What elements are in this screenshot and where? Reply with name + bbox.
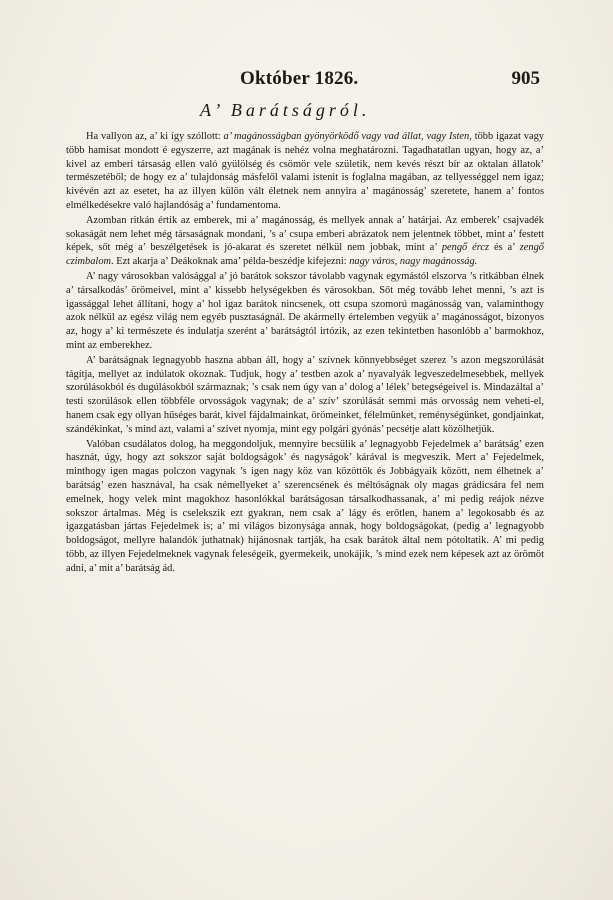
article-title: A’ Barátságról. [200, 100, 371, 120]
paragraph-text: Valóban csudálatos dolog, ha meggondoljuk, mennyire becsülik a’ legnagyobb Fejedelmek a’ barátság’ ezen hasznát, úgy, hogy azt sokszor saját boldogságok’ és nagyságok’ kárával is megveszik. Mert a’ Fejedelmek, minthogy igen magas polczon vagynak ’s igen nagy köz van közöttök és Jobbágyaik között, nem élhetnek a’ barátság’ ezen hasznával, ha csak némellyeket a’ szerencsének és méltóságnak oly magas grádicsára fel nem emelnek, hogy velek mint magokhoz hasonlókkal barátságosan társalkodhassanak, a’ mi pedig reájok nézve sokszor ártalmas. Még is cselekszik ezt gyakran, nem csak a’ lágy és erőtlen, hanem a’ legokosabb és az igazgatásban jártas Fejedelmek is; a’ mi világos bizonysága annak, hogy boldogságokat, (pedig a’ legnagyobb boldogságot, mellyre halandók juthatnak) hijánosnak tartják, ha csak barátok által nem pótoltatik. A’ mi pedig több, az illyen Fejedelmeknek vagynak feleségeik, gyermekeik, unokájik, ’s mind ezek nem képesek azt az örömöt adni, a’ mit a’ barátság ád. [66, 438, 544, 574]
paragraph-text: A’ nagy városokban valósággal a’ jó barátok sokszor távolabb vagynak egymástól elszorva ’s ritkábban élnek a’ társalkodás’ örömeivel, mint a’ kissebb helységekben és városokban. Sőt még tovább lehet menni, ’s azt is igassággal lehet állítani, hogy a’ hol igaz barátok nincsenek, ott csupa szomorú magánosság van, valaminthogy azok nélkül az egész világ nem egyéb pusztaságnál. De akármelly értelemben vegyük a’ magánosságot, bizonyos az, hogy a’ ki természete és indulatja szerént a’ barátságtól irtózik, az ezen tekintetben hasonlóbb a’ barmokhoz, mint az emberekhez. [66, 270, 544, 351]
italic-text: a’ magánosságban gyönyörködő vagy vad állat, vagy Isten [223, 131, 470, 142]
paragraph-text: Ha vallyon az, a’ ki így szóllott: [86, 131, 224, 142]
paragraph [66, 438, 544, 576]
paragraph [66, 214, 544, 269]
paragraph-text: . Ezt akarja a’ Deákoknak ama’ példa-beszédje kifejezni: [111, 256, 350, 268]
article-body [66, 130, 544, 576]
italic-text: zengő czimbalom [66, 242, 545, 268]
paragraph-text: , több igazat vagy több hamisat mondott é egyszerre, azt magának is nehéz volna meghatározni. Tagadhatatlan ugyan, hogy az, a’ kivel az emberi társaság ellen való gyülölség és csömör vele születik, nem kevés részt bír az oktalan állatok’ természetéből; de hogy ez a’ tulajdonság másfelől valami istenit is foglalna magában, az tellyességgel nem igaz; kivévén azt az esetet, ha az illyen külön vált életnek nem annyira a’ magánosság’ szeretete, hanem a’ fontos elmélkedésekre való hajlandóság a’ fundamentoma. [66, 131, 544, 211]
italic-text: pengő ércz [441, 242, 490, 254]
page-header [80, 68, 540, 94]
paragraph-text: Azomban ritkán értik az emberek, mi a’ magánosság, és mellyek annak a’ határjai. Az emberek’ csajvadék sokaságát nem lehet még társaságnak mondani, ’s a’ csupa emberi abrázatok nem jelentnek többet, mint a’ festett képek, sőt még a’ beszélgetések is jó-akarat és szeretet nélkül nem jobbak, mint a’ [66, 214, 544, 254]
running-title: Október 1826. [240, 68, 359, 89]
page-number: 905 [511, 68, 540, 89]
paragraph-text: A’ barátságnak legnagyobb haszna abban áll, hogy a’ szívnek könnyebbséget szerez ’s azon megszorúlását tágítja, mellyet az indúlatok okoznak. Tudjuk, hogy a’ testben azok a’ nyavalyák legveszedelmesebbek, mellyek szorúlásokból és dugúlásokból származnak; ’s csak nem úgy van a’ dolog a’ lélek’ betegségeivel is. Mindazáltal a’ testi szorúlások ellen többféle orvosságok vagynak; de a’ szív’ szorúlását semmi más orvosság nem veheti-el, hanem csak egy ollyan hűséges barát, kivel fájdalmainkat, örömeinket, félelmünket, reménységünket, gondjainkat, szándékinkat, ’s mind azt, valami a’ szívet nyomja, mint egy polgári gyónás’ pecsétje alatt közölhetjük. [66, 354, 544, 435]
paragraph [66, 130, 544, 213]
paragraph [66, 354, 544, 437]
paragraph-text: és a’ [489, 242, 520, 254]
italic-text: nagy város, nagy magánosság. [349, 256, 478, 268]
paragraph [66, 270, 544, 353]
